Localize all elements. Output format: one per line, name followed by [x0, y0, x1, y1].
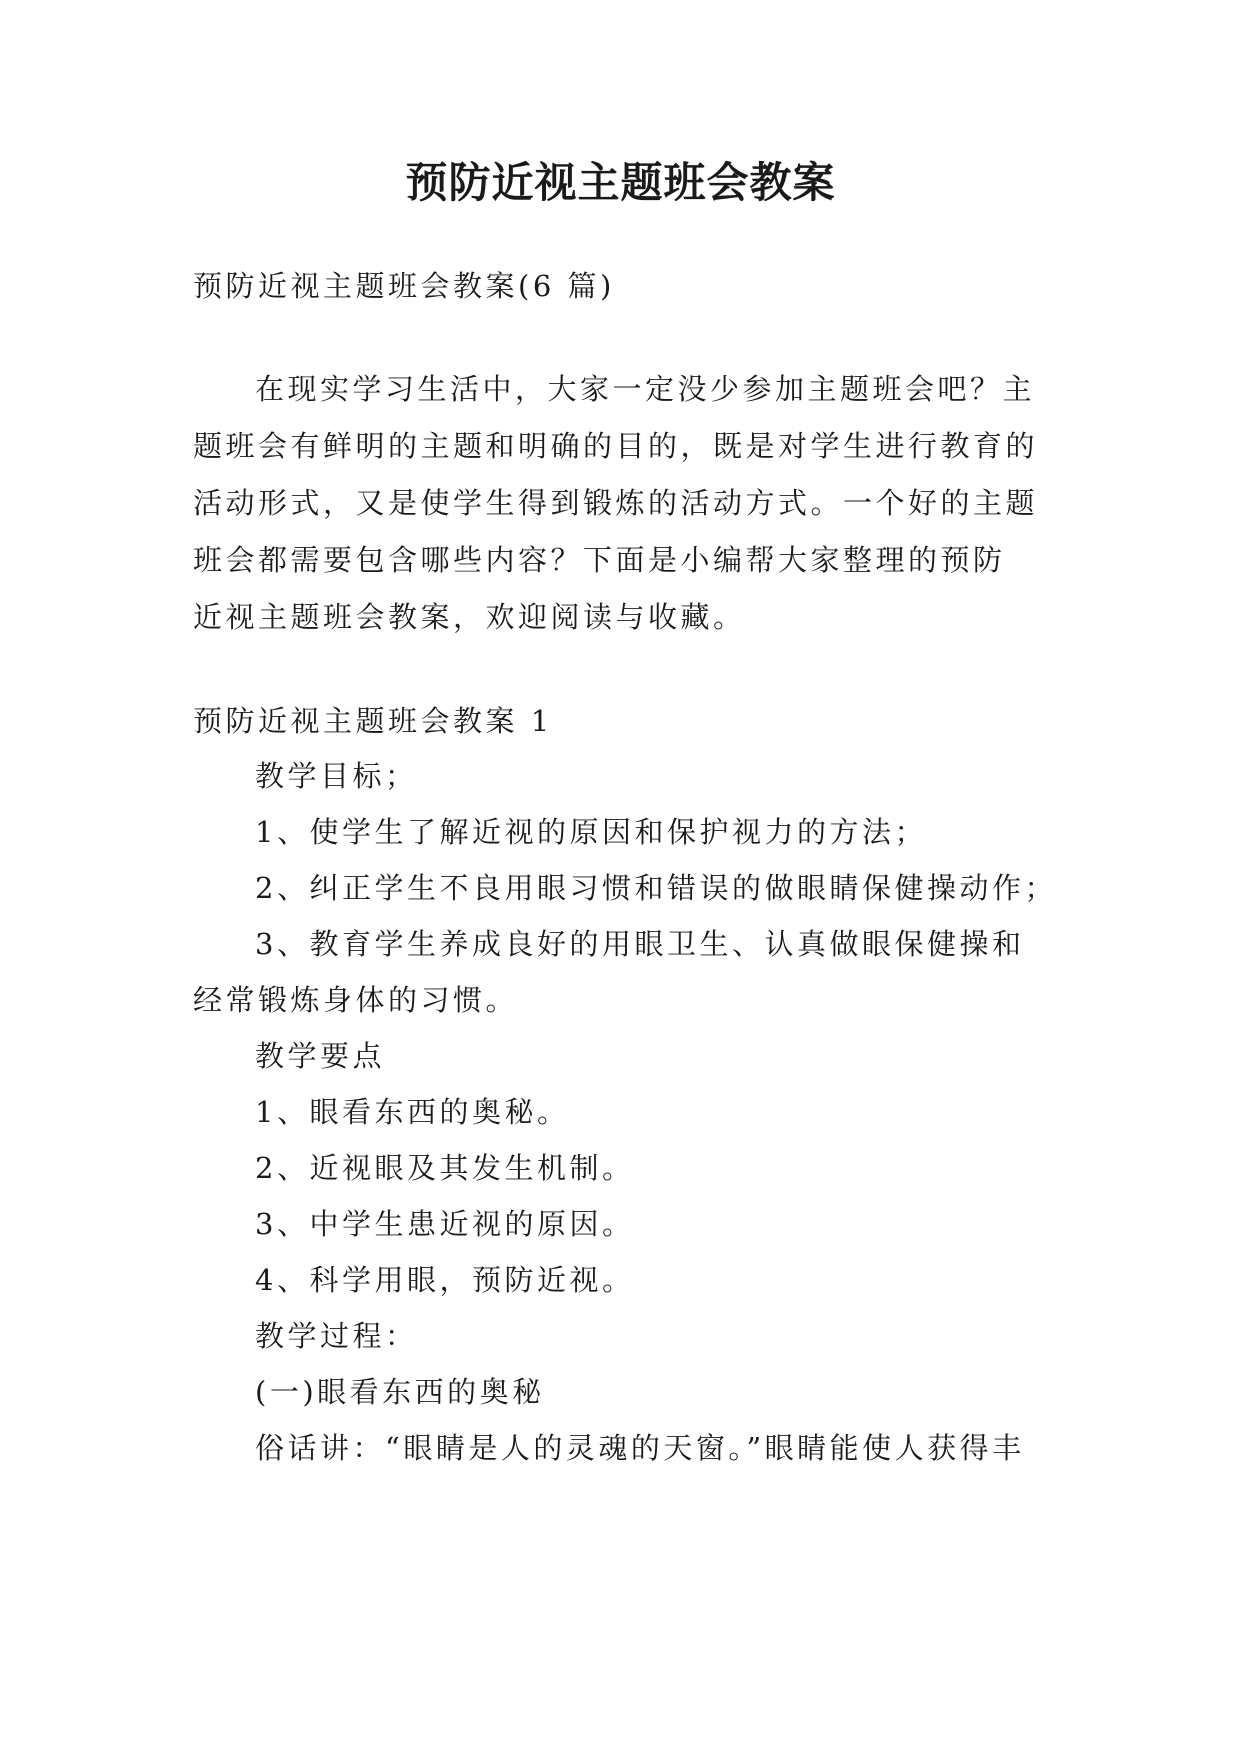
body-line: 3、中学生患近视的原因。 — [255, 1207, 635, 1241]
body-line: 俗话讲：“眼睛是人的灵魂的天窗。”眼睛能使人获得丰 — [255, 1431, 1025, 1465]
body-line: 2、近视眼及其发生机制。 — [255, 1151, 635, 1185]
section-heading: 预防近视主题班会教案 1 — [193, 704, 553, 738]
body-line: 2、纠正学生不良用眼习惯和错误的做眼睛保健操动作； — [255, 871, 1057, 905]
body-line: 1、使学生了解近视的原因和保护视力的方法； — [255, 815, 927, 849]
document-title: 预防近视主题班会教案 — [405, 158, 836, 207]
body-line: (一)眼看东西的奥秘 — [255, 1375, 545, 1409]
intro-line: 在现实学习生活中，大家一定没少参加主题班会吧？主 — [255, 372, 1036, 406]
body-line: 1、眼看东西的奥秘。 — [255, 1095, 570, 1129]
intro-line: 题班会有鲜明的主题和明确的目的，既是对学生进行教育的 — [193, 429, 1039, 463]
body-line: 经常锻炼身体的习惯。 — [193, 983, 519, 1017]
intro-line: 班会都需要包含哪些内容？下面是小编帮大家整理的预防 — [193, 543, 1006, 577]
intro-line: 活动形式，又是使学生得到锻炼的活动方式。一个好的主题 — [193, 486, 1039, 520]
body-line: 4、科学用眼，预防近视。 — [255, 1263, 635, 1297]
body-line: 教学目标； — [255, 759, 418, 793]
body-line: 教学要点 — [255, 1039, 386, 1073]
body-line: 3、教育学生养成良好的用眼卫生、认真做眼保健操和 — [255, 927, 1025, 961]
document-subtitle: 预防近视主题班会教案(6 篇) — [193, 269, 615, 303]
intro-line: 近视主题班会教案，欢迎阅读与收藏。 — [193, 600, 746, 634]
body-line: 教学过程： — [255, 1319, 418, 1353]
